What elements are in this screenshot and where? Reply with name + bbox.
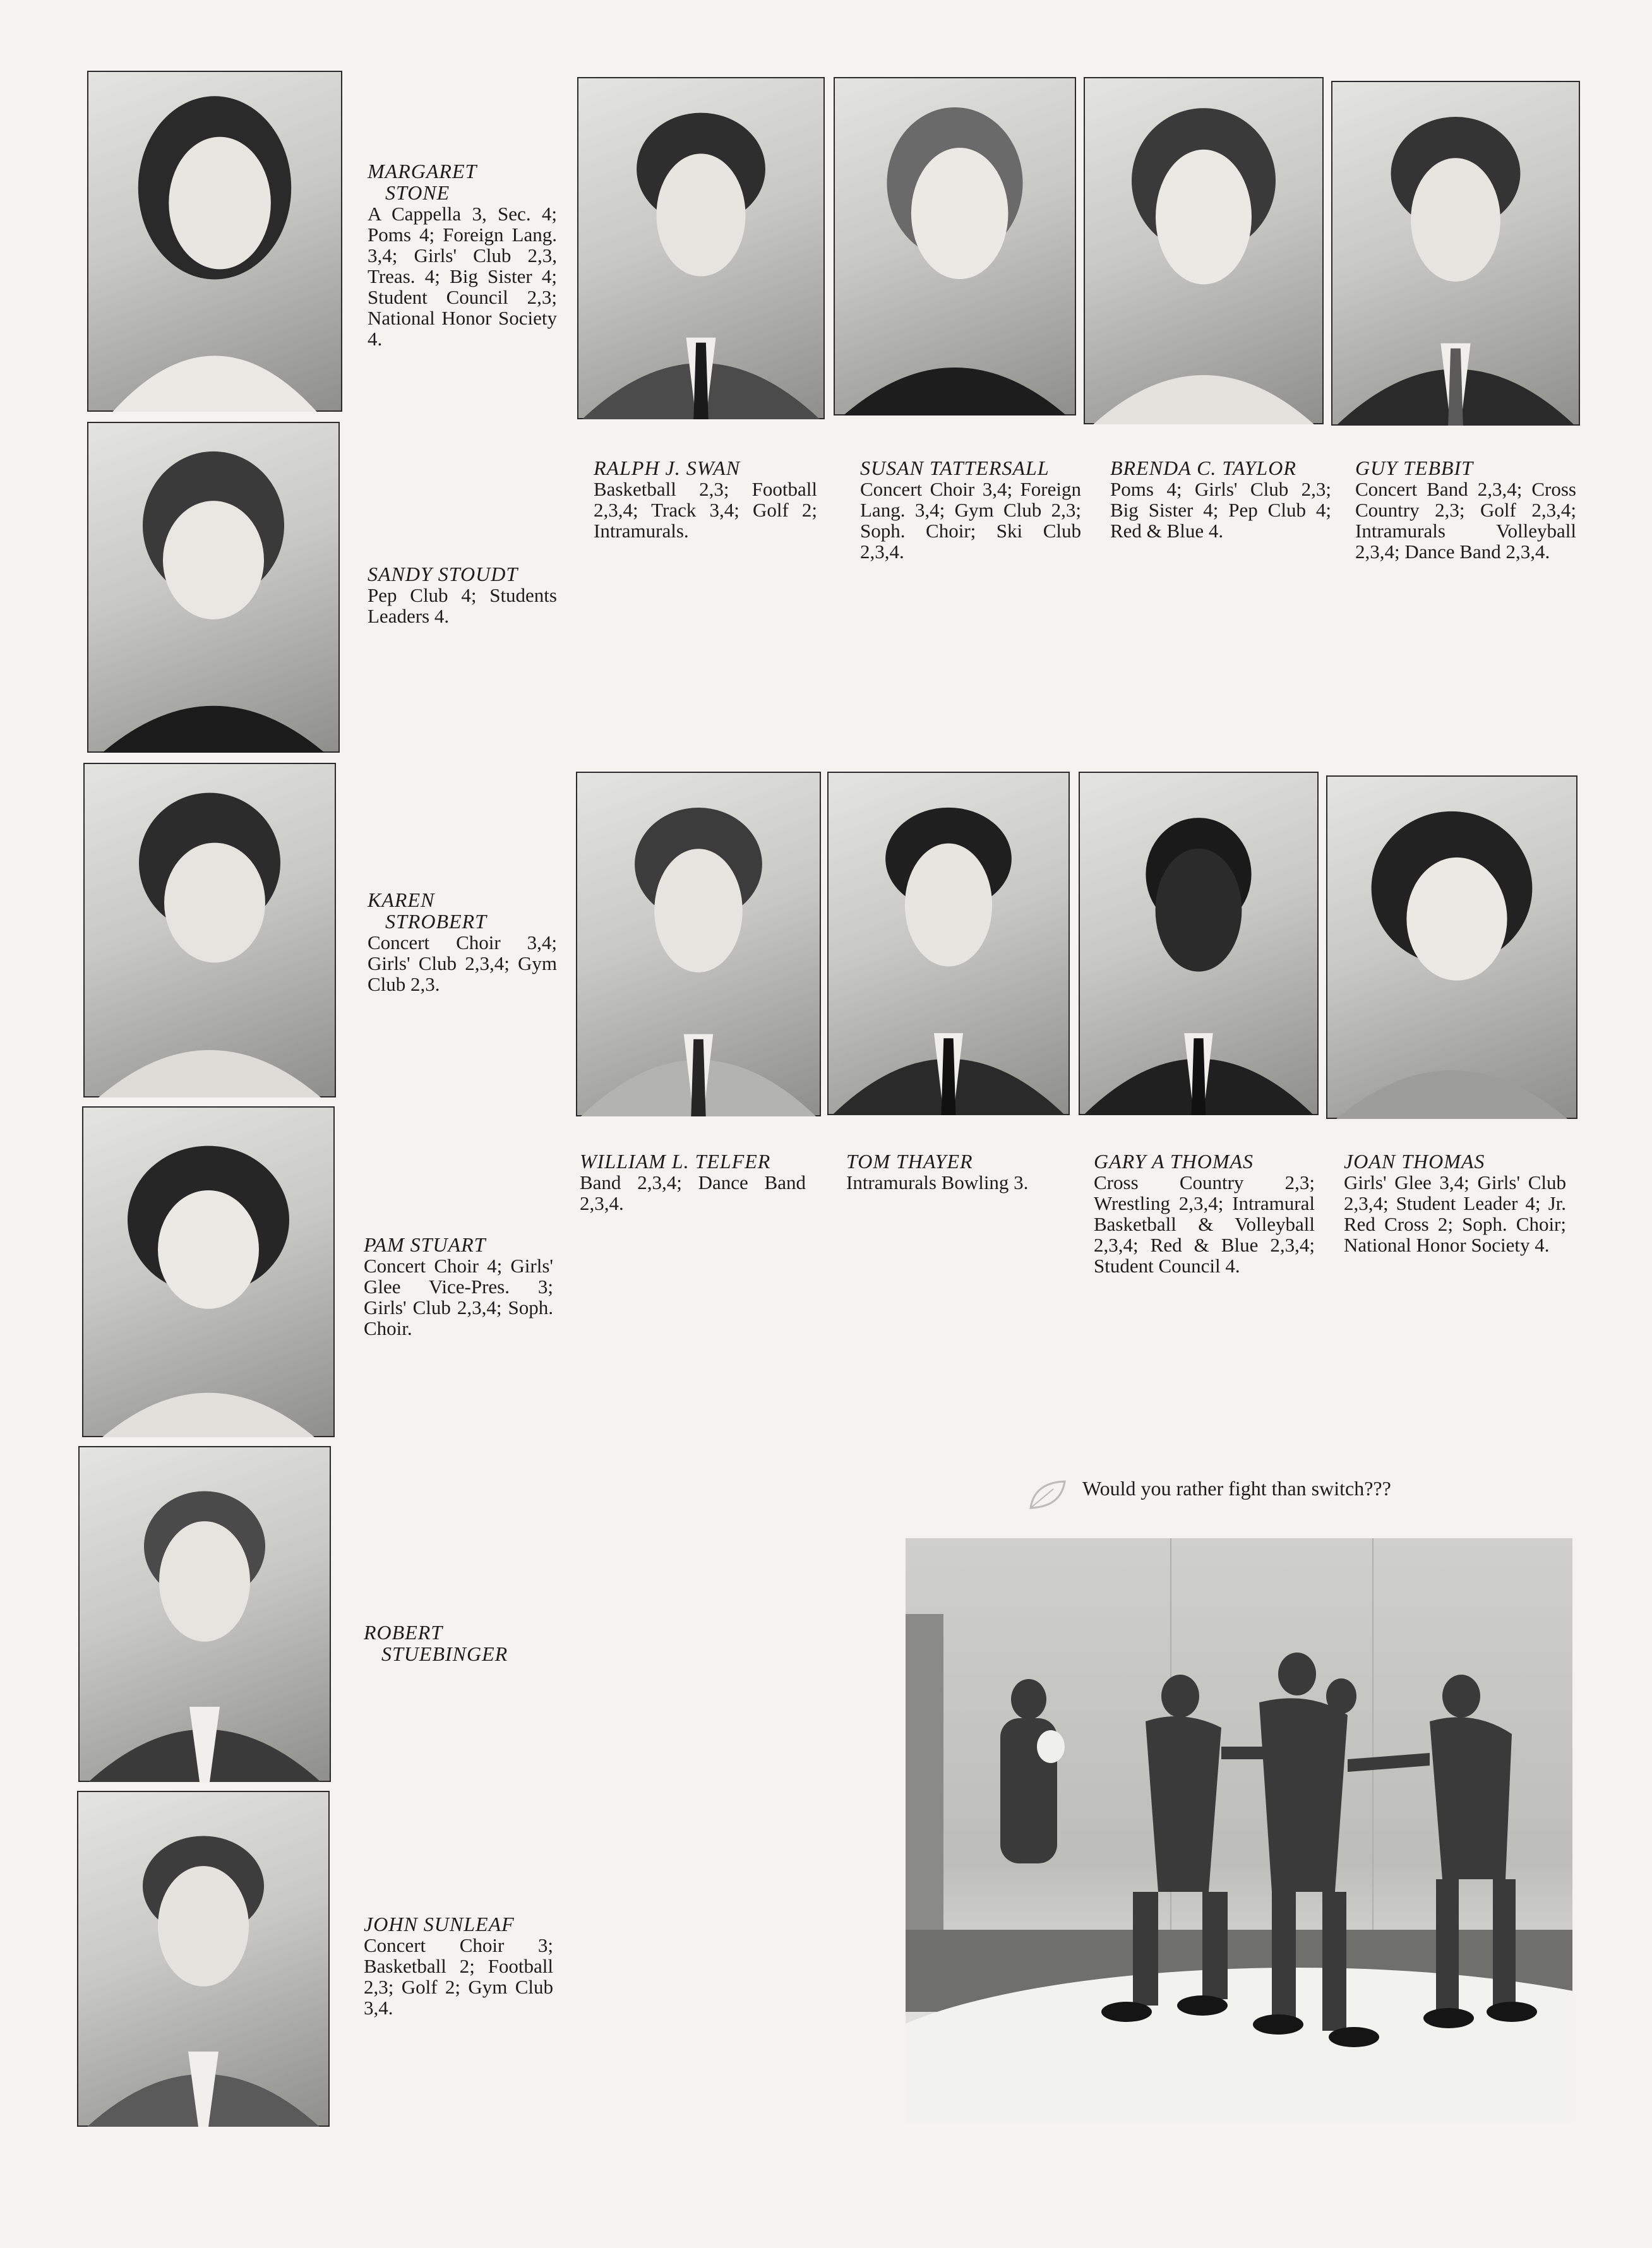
student-name: SUSAN TATTERSALL — [860, 457, 1050, 479]
student-name: ROBERT — [364, 1621, 443, 1644]
portrait-sandy-stoudt — [87, 422, 340, 753]
portrait-gary-thomas — [1079, 772, 1319, 1115]
student-activities: Cross Country 2,3; Wrestling 2,3,4; Intramural Basketball & Volleyball 2,3,4; Red & Blue 2,3,4; Student Council 4. — [1094, 1171, 1315, 1277]
wrestling-practice-photo — [906, 1538, 1572, 2124]
caption-sandy-stoudt — [368, 563, 557, 626]
portrait-pam-stuart — [82, 1106, 335, 1437]
caption-margaret-stone — [368, 160, 557, 349]
student-activities: Basketball 2,3; Football 2,3,4; Track 3,4; Golf 2; Intramurals. — [594, 478, 817, 542]
tagline: Would you rather fight than switch??? — [1082, 1477, 1391, 1500]
portrait-william-telfer — [576, 772, 821, 1116]
caption-john-sunleaf — [364, 1913, 553, 2018]
leaf-icon — [1028, 1479, 1067, 1512]
student-name: BRENDA C. TAYLOR — [1110, 457, 1296, 479]
portrait-karen-strobert — [83, 763, 336, 1097]
portrait-guy-tebbit — [1331, 81, 1580, 426]
caption-karen-strobert — [368, 889, 557, 995]
portrait-tom-thayer — [827, 772, 1070, 1115]
caption-robert-stuebinger — [364, 1622, 553, 1665]
student-activities: Concert Choir 3,4; Foreign Lang. 3,4; Gym Club 2,3; Soph. Choir; Ski Club 2,3,4. — [860, 478, 1081, 563]
student-name-line2: STONE — [385, 181, 450, 204]
student-activities: Intramurals Bowling 3. — [846, 1171, 1029, 1193]
student-activities: Band 2,3,4; Dance Band 2,3,4. — [580, 1171, 806, 1214]
student-name-line2: STROBERT — [385, 910, 487, 933]
student-name: RALPH J. SWAN — [594, 457, 741, 479]
student-activities: Girls' Glee 3,4; Girls' Club 2,3,4; Student Leader 4; Jr. Red Cross 2; Soph. Choir; National Honor Society 4. — [1344, 1171, 1566, 1256]
caption-pam-stuart — [364, 1234, 553, 1339]
student-activities: A Cappella 3, Sec. 4; Poms 4; Foreign Lang. 3,4; Girls' Club 2,3, Treas. 4; Big Sister 4; Student Council 2,3; National Honor Society 4. — [368, 203, 557, 350]
student-activities: Concert Choir 3,4; Girls' Club 2,3,4; Gym Club 2,3. — [368, 931, 557, 995]
caption-joan-thomas — [1344, 1151, 1566, 1255]
student-name: GARY A THOMAS — [1094, 1150, 1254, 1173]
student-name: MARGARET — [368, 160, 477, 182]
caption-guy-tebbit — [1355, 457, 1576, 562]
student-activities: Concert Choir 3; Basketball 2; Football 2,3; Golf 2; Gym Club 3,4. — [364, 1934, 553, 2019]
student-activities: Poms 4; Girls' Club 2,3; Big Sister 4; Pep Club 4; Red & Blue 4. — [1110, 478, 1331, 542]
student-name: JOHN SUNLEAF — [364, 1913, 515, 1935]
caption-ralph-swan — [594, 457, 817, 541]
student-activities: Concert Band 2,3,4; Cross Country 2,3; Golf 2,3,4; Intramurals Volleyball 2,3,4; Dance Band 2,3,4. — [1355, 478, 1576, 563]
caption-tom-thayer — [846, 1151, 1067, 1193]
student-name: WILLIAM L. TELFER — [580, 1150, 771, 1173]
portrait-susan-tattersall — [834, 77, 1076, 416]
caption-gary-thomas — [1094, 1151, 1315, 1276]
portrait-margaret-stone — [87, 71, 342, 412]
caption-brenda-taylor — [1110, 457, 1331, 541]
student-name: KAREN — [368, 888, 435, 911]
student-name: SANDY STOUDT — [368, 563, 518, 585]
student-activities: Concert Choir 4; Girls' Glee Vice-Pres. 3; Girls' Club 2,3,4; Soph. Choir. — [364, 1255, 553, 1339]
portrait-ralph-swan — [577, 77, 825, 419]
portrait-john-sunleaf — [77, 1791, 330, 2127]
student-name: GUY TEBBIT — [1355, 457, 1473, 479]
student-name: JOAN THOMAS — [1344, 1150, 1485, 1173]
caption-william-telfer — [580, 1151, 806, 1214]
caption-susan-tattersall — [860, 457, 1081, 562]
student-name: TOM THAYER — [846, 1150, 973, 1173]
student-name-line2: STUEBINGER — [381, 1642, 508, 1665]
portrait-joan-thomas — [1326, 775, 1577, 1119]
portrait-robert-stuebinger — [78, 1446, 331, 1782]
student-name: PAM STUART — [364, 1233, 486, 1256]
portrait-brenda-taylor — [1084, 77, 1324, 424]
student-activities: Pep Club 4; Students Leaders 4. — [368, 584, 557, 627]
